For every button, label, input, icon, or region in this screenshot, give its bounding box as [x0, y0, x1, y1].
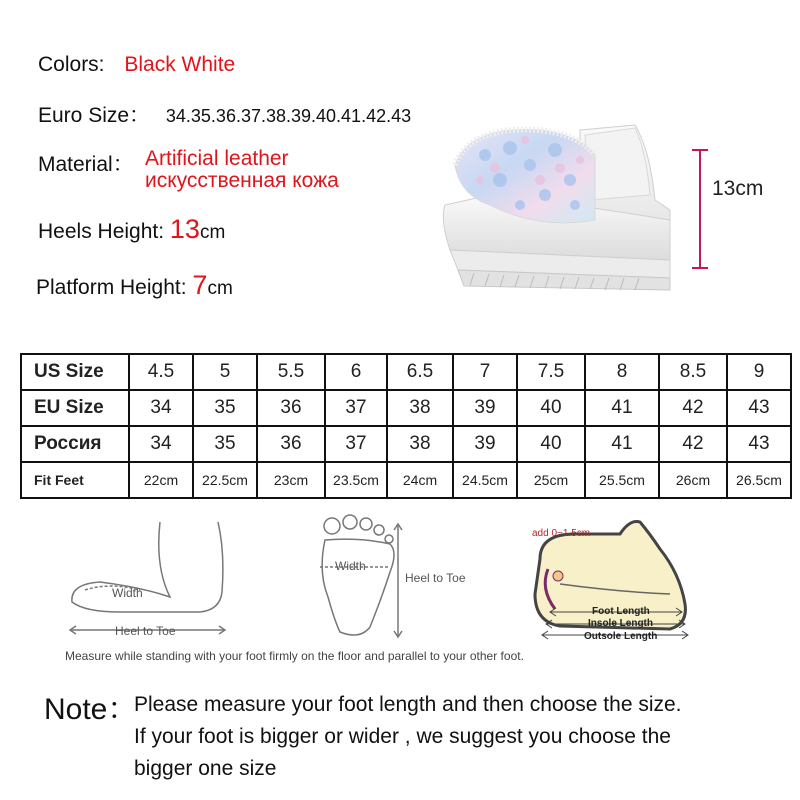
size-table-cell: 38	[387, 426, 453, 462]
size-table-cell: 35	[193, 390, 257, 426]
material-value-ru: искусственная кожа	[145, 169, 339, 192]
size-table-cell: 40	[517, 390, 585, 426]
height-label: 13cm	[712, 177, 764, 200]
measurement-diagrams	[60, 512, 580, 672]
note-line-1: Please measure your foot length and then choose the size.	[134, 693, 682, 716]
size-table-cell: 43	[727, 426, 791, 462]
size-table-cell: 37	[325, 390, 387, 426]
size-table-row	[21, 390, 791, 426]
size-table-cell: 36	[257, 426, 325, 462]
size-table-cell: 23.5cm	[325, 462, 387, 498]
side-width-label: Width	[112, 586, 143, 600]
size-table-cell: 9	[727, 354, 791, 390]
size-table-cell: 8	[585, 354, 659, 390]
size-table-cell: 37	[325, 426, 387, 462]
euro-size-value: 34.35.36.37.38.39.40.41.42.43	[165, 106, 412, 126]
colors-row	[38, 53, 235, 77]
size-table-cell: 38	[387, 390, 453, 426]
size-table-cell: 42	[659, 390, 727, 426]
measure-caption: Measure while standing with your foot firmly on the floor and parallel to your other foot.	[65, 649, 524, 663]
platform-height-value: 7	[192, 270, 208, 300]
size-table-cell: 26cm	[659, 462, 727, 498]
euro-size-row	[38, 99, 411, 129]
material-value-en: Artificial leather	[145, 147, 289, 170]
size-table-cell: 7.5	[517, 354, 585, 390]
size-table-cell: 6.5	[387, 354, 453, 390]
size-table-row	[21, 354, 791, 390]
size-table-cell: 5	[193, 354, 257, 390]
size-table-cell: 34	[129, 390, 193, 426]
size-table-cell: 35	[193, 426, 257, 462]
side-foot-diagram	[70, 522, 225, 634]
top-heel-to-toe-label: Heel to Toe	[405, 571, 466, 585]
material-row	[38, 148, 134, 178]
size-table-cell: 40	[517, 426, 585, 462]
size-table-cell: 39	[453, 390, 517, 426]
platform-height-unit: cm	[207, 278, 233, 299]
size-table-cell: 22cm	[129, 462, 193, 498]
size-table-row-header: US Size	[21, 354, 129, 390]
size-table-row	[21, 426, 791, 462]
size-table-cell: 4.5	[129, 354, 193, 390]
shoe-length-diagram	[520, 514, 700, 646]
size-table-row-header: Fit Feet	[21, 462, 129, 498]
size-table-cell: 24.5cm	[453, 462, 517, 498]
size-table-row	[21, 462, 791, 498]
height-indicator	[688, 146, 712, 276]
size-table-row-header: Россия	[21, 426, 129, 462]
size-table-cell: 34	[129, 426, 193, 462]
size-table-cell: 36	[257, 390, 325, 426]
top-width-label: Width	[335, 559, 366, 573]
outsole-length-label: Outsole Length	[584, 631, 658, 642]
top-foot-diagram	[320, 515, 402, 637]
insole-length-label: Insole Length	[588, 618, 653, 629]
colors-value: Black White	[124, 53, 236, 76]
heels-height-value: 13	[169, 214, 200, 244]
size-table-row-header: EU Size	[21, 390, 129, 426]
platform-height-row	[36, 270, 233, 301]
note-line-3: bigger one size	[134, 757, 277, 780]
heels-height-label: Heels Height:	[38, 220, 165, 243]
heels-height-row	[38, 214, 225, 245]
size-table-cell: 26.5cm	[727, 462, 791, 498]
euro-size-label: Euro Size：	[38, 104, 151, 127]
size-table-cell: 8.5	[659, 354, 727, 390]
note-line-2: If your foot is bigger or wider , we suggest you choose the	[134, 725, 671, 748]
size-table-cell: 25.5cm	[585, 462, 659, 498]
size-table	[20, 353, 792, 499]
note-title: Note：	[44, 693, 138, 726]
colors-label: Colors:	[38, 53, 105, 76]
size-table-cell: 7	[453, 354, 517, 390]
size-table-cell: 6	[325, 354, 387, 390]
size-table-cell: 23cm	[257, 462, 325, 498]
platform-height-label: Platform Height:	[36, 276, 187, 299]
size-table-cell: 25cm	[517, 462, 585, 498]
side-heel-to-toe-label: Heel to Toe	[115, 624, 176, 638]
size-table-cell: 39	[453, 426, 517, 462]
size-table-cell: 41	[585, 390, 659, 426]
size-table-cell: 41	[585, 426, 659, 462]
add-length-label: add 0~1.5cm	[532, 528, 591, 539]
size-table-cell: 24cm	[387, 462, 453, 498]
foot-length-label: Foot Length	[592, 606, 650, 617]
heels-height-unit: cm	[199, 222, 226, 243]
size-table-cell: 43	[727, 390, 791, 426]
size-table-cell: 5.5	[257, 354, 325, 390]
material-label: Material：	[38, 153, 134, 176]
size-table-cell: 22.5cm	[193, 462, 257, 498]
sandal-product-image	[430, 110, 690, 300]
material-values	[145, 148, 339, 192]
size-table-cell: 42	[659, 426, 727, 462]
